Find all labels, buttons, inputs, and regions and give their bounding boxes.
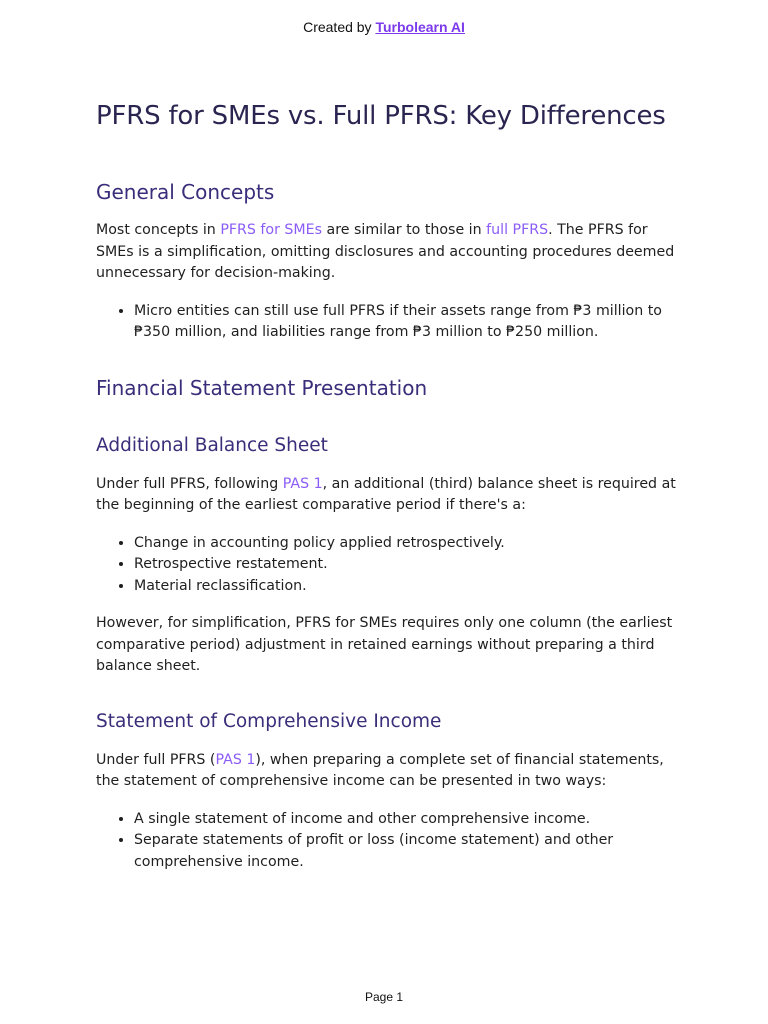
section-comprehensive-income	[96, 708, 676, 874]
link-full-pfrs[interactable]: full PFRS	[486, 222, 549, 238]
section-additional-balance-sheet	[96, 432, 676, 678]
paragraph-comprehensive-income	[96, 750, 676, 793]
text-span: Under full PFRS, following	[96, 475, 283, 492]
text-span: . The PFRS for SMEs is a simplification, omitting disclosures and accounting procedures deemed unnecessary for decision-making.	[96, 222, 675, 281]
document-content	[96, 96, 676, 889]
list-item: • Change in accounting policy applied retrospectively.	[134, 533, 676, 555]
list-item: • Retrospective restatement.	[134, 554, 676, 576]
heading-statement-of-comprehensive-income: Statement of Comprehensive Income	[96, 710, 442, 732]
paragraph-general-concepts	[96, 220, 676, 285]
text-span: , an additional (third) balance sheet is required at the beginning of the earliest comparative period if there's a:	[96, 475, 676, 513]
turbolearn-link[interactable]: Turbolearn AI	[375, 19, 465, 35]
list-item: • A single statement of income and other comprehensive income.	[134, 809, 676, 831]
page-number: Page 1	[364, 990, 404, 1004]
list-item: • Material reclassification.	[134, 576, 676, 598]
section-general-concepts	[96, 178, 676, 344]
bullet-list-balance-sheet	[96, 533, 676, 598]
text-span: ), when preparing a complete set of financial statements, the statement of comprehensive income can be presented in two ways:	[96, 751, 664, 789]
heading-financial-statement-presentation: Financial Statement Presentation	[96, 375, 428, 400]
page-title: PFRS for SMEs vs. Full PFRS: Key Differences	[96, 101, 666, 131]
bullet-list-general-concepts	[96, 301, 676, 344]
bullet-list-comprehensive-income	[96, 809, 676, 874]
created-by-text: Created by	[303, 19, 376, 35]
text-span: Most concepts in	[96, 222, 221, 238]
text-span: are similar to those in	[322, 222, 487, 238]
text-span: Under full PFRS (	[96, 751, 216, 768]
heading-additional-balance-sheet: Additional Balance Sheet	[96, 434, 328, 456]
link-pas-1[interactable]: PAS 1	[282, 475, 323, 492]
paragraph-smes-simplification: However, for simplification, PFRS for SMEs requires only one column (the earliest comparative period) adjustment in retained earnings without preparing a third balance sheet.	[96, 615, 673, 674]
link-pfrs-for-smes[interactable]: PFRS for SMEs	[220, 222, 323, 238]
paragraph-additional-balance-sheet	[96, 474, 676, 517]
heading-general-concepts: General Concepts	[96, 180, 275, 204]
list-item: • Micro entities can still use full PFRS if their assets range from ₱3 million to ₱350 million, and liabilities range from ₱3 million to ₱250 million.	[134, 301, 676, 344]
link-pas-1[interactable]: PAS 1	[215, 751, 256, 768]
section-fs-presentation	[96, 374, 676, 402]
list-item: • Separate statements of profit or loss (income statement) and other comprehensive income.	[134, 830, 676, 873]
created-by-banner	[0, 19, 768, 35]
